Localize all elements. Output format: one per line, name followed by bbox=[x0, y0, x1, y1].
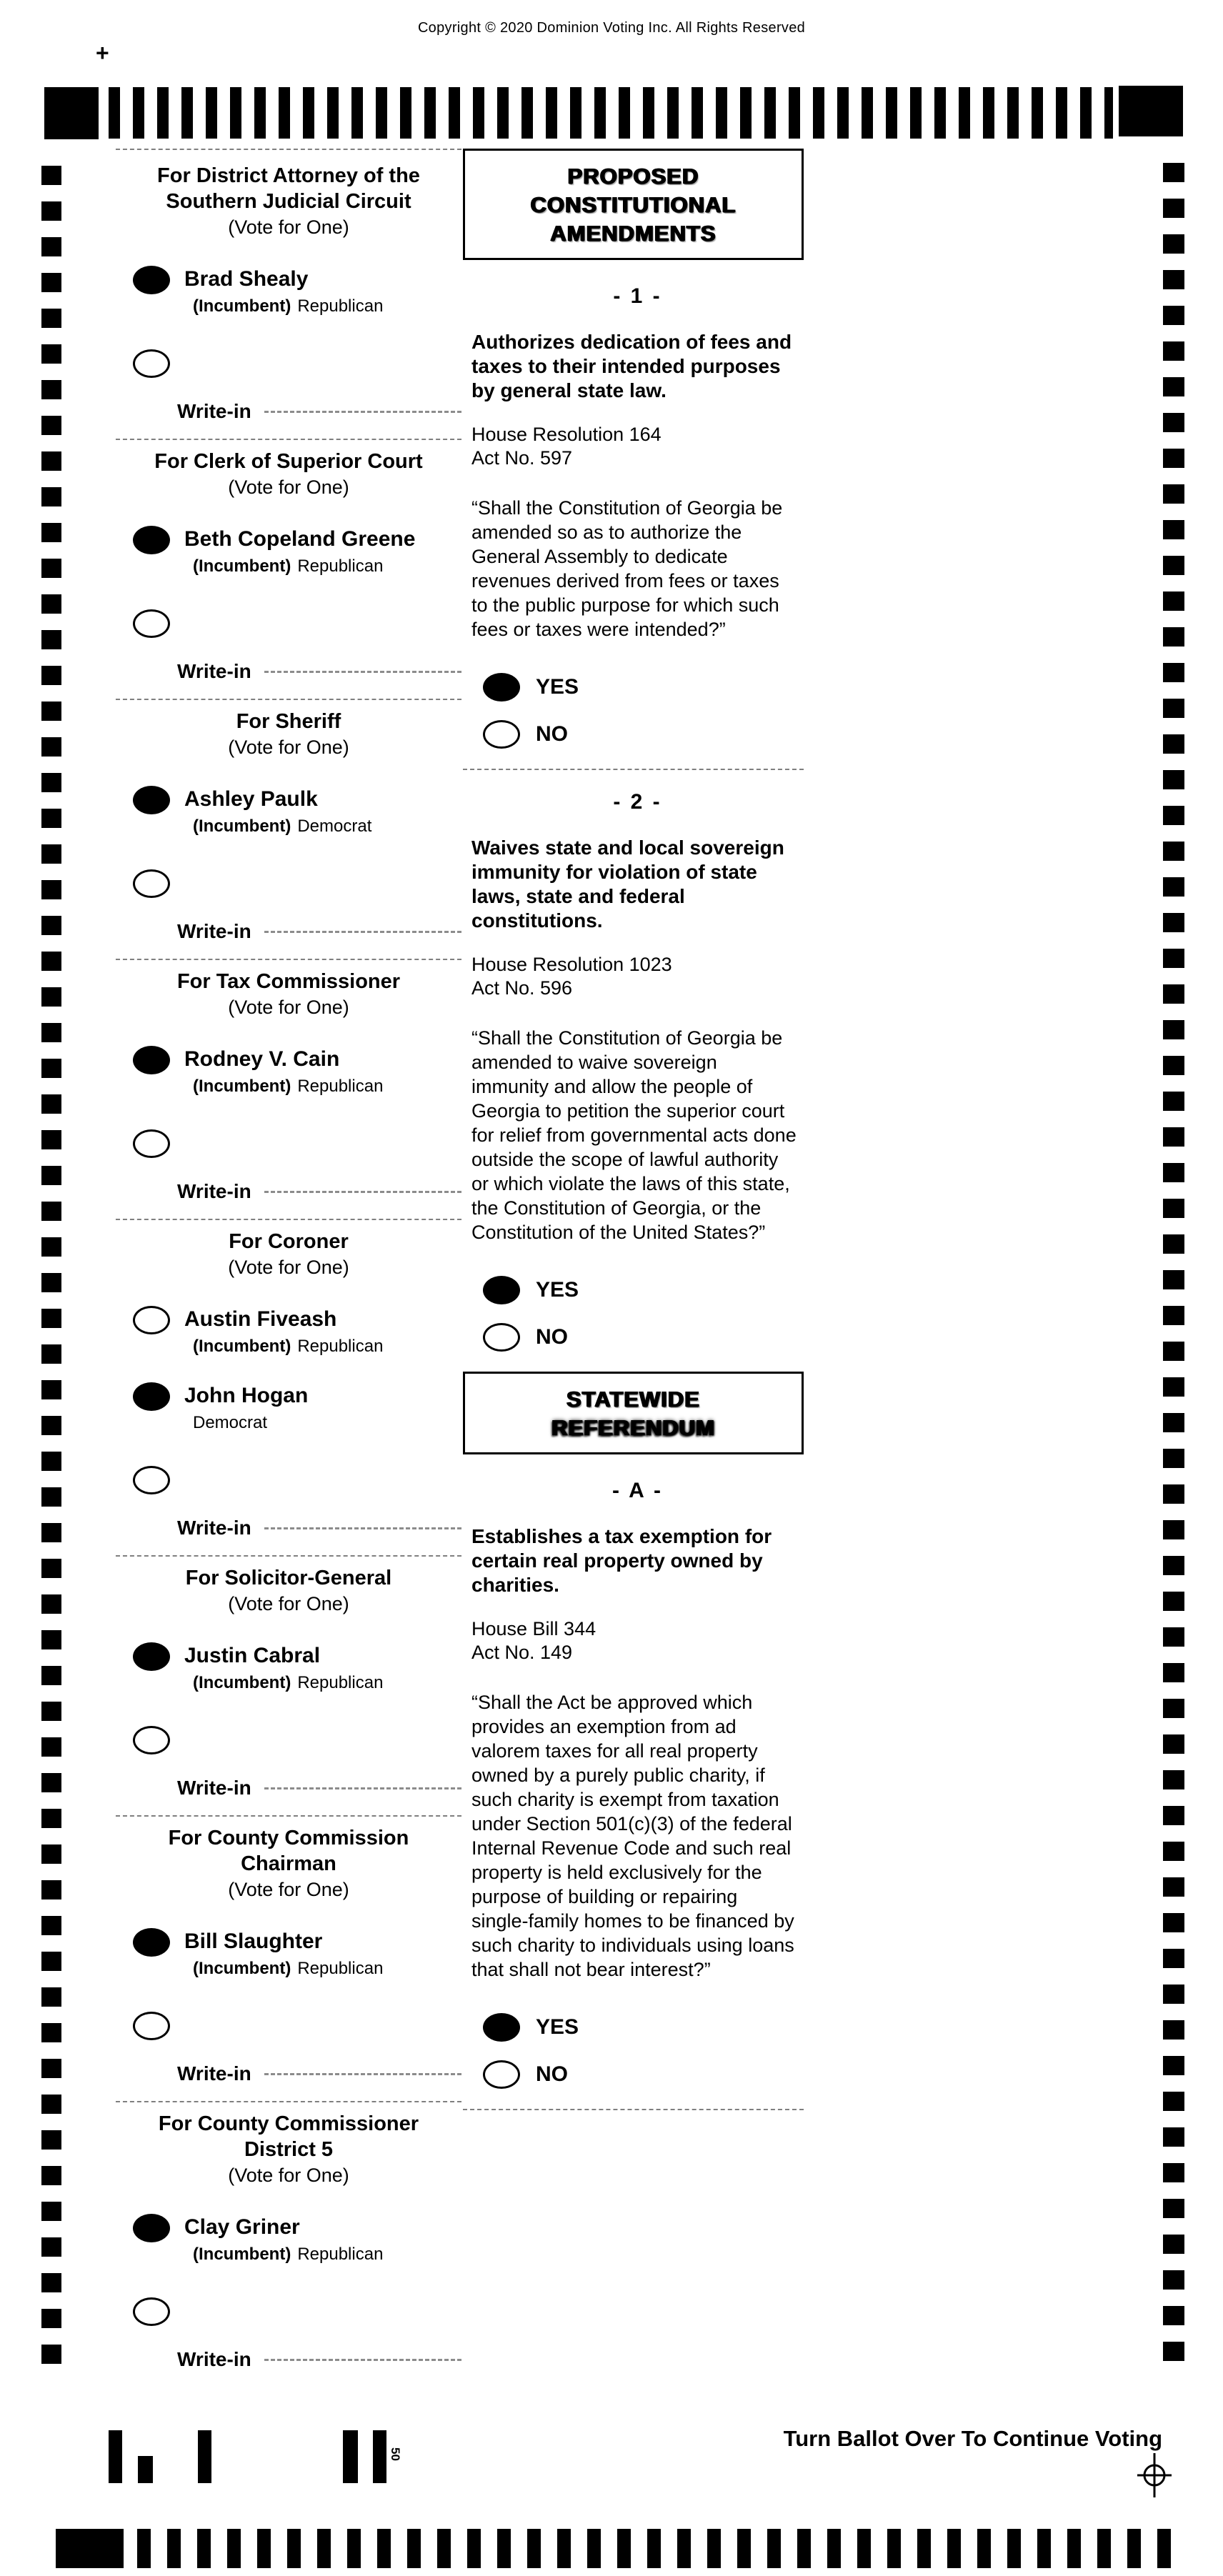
referendum-header-box bbox=[463, 1372, 804, 1454]
race-title bbox=[116, 1565, 461, 1617]
amendments-header-line: PROPOSED bbox=[567, 164, 699, 189]
yes-oval[interactable] bbox=[483, 673, 520, 702]
write-in-label-row bbox=[133, 1180, 461, 1203]
candidate-row bbox=[116, 526, 461, 576]
incumbent-label: (Incumbent) bbox=[193, 1959, 291, 1978]
race-title bbox=[116, 1229, 461, 1280]
race-title-line: For County Commissioner bbox=[158, 2112, 419, 2135]
write-in-oval[interactable] bbox=[133, 609, 170, 638]
incumbent-label: (Incumbent) bbox=[193, 1077, 291, 1096]
candidate-list bbox=[116, 1642, 461, 1693]
amendments-header-line: CONSTITUTIONAL bbox=[530, 192, 737, 217]
yes-choice-row bbox=[471, 2013, 804, 2042]
no-choice-row bbox=[471, 720, 804, 749]
registration-crosshair-icon bbox=[1137, 2453, 1172, 2497]
write-in-label: Write-in bbox=[177, 2062, 251, 2085]
yes-label: YES bbox=[536, 675, 579, 699]
incumbent-label: (Incumbent) bbox=[193, 556, 291, 576]
vote-for-one-label: (Vote for One) bbox=[228, 737, 349, 758]
measure-summary: Authorizes dedication of fees and taxes to their intended purposes by general state law. bbox=[471, 331, 792, 401]
candidate-name: Bill Slaughter bbox=[184, 1929, 323, 1953]
candidate-text bbox=[184, 2214, 383, 2265]
measure-summary: Establishes a tax exemption for certain real property owned by charities. bbox=[471, 1525, 772, 1596]
race-title bbox=[116, 163, 461, 240]
barcode-bar bbox=[138, 2456, 153, 2483]
write-in-label-row bbox=[133, 920, 461, 943]
candidate-detail bbox=[184, 817, 371, 837]
measure-number: - A - bbox=[612, 1479, 664, 1502]
write-in-oval[interactable] bbox=[133, 2012, 170, 2040]
incumbent-label: (Incumbent) bbox=[193, 1337, 291, 1356]
candidate-name: Justin Cabral bbox=[184, 1644, 321, 1667]
barcode-bar bbox=[373, 2430, 386, 2483]
candidate-detail bbox=[184, 556, 415, 576]
candidate-list bbox=[116, 2214, 461, 2265]
race-section bbox=[116, 440, 461, 700]
party-label: Republican bbox=[297, 2245, 384, 2264]
measure-section bbox=[463, 274, 804, 770]
amendments-header-box bbox=[463, 149, 804, 260]
no-label: NO bbox=[536, 2062, 568, 2086]
candidate-text bbox=[184, 266, 383, 316]
race-section bbox=[116, 960, 461, 1220]
measure-reference-2: Act No. 596 bbox=[471, 977, 573, 999]
race-section bbox=[116, 2102, 461, 2387]
yes-oval[interactable] bbox=[483, 1276, 520, 1304]
race-section bbox=[116, 1557, 461, 1817]
candidate-detail bbox=[184, 2245, 383, 2265]
candidate-oval[interactable] bbox=[133, 526, 170, 554]
yes-label: YES bbox=[536, 2015, 579, 2039]
race-title-line: District 5 bbox=[244, 2138, 334, 2161]
referendum-header-line: REFERENDUM bbox=[551, 1415, 715, 1440]
candidate-row bbox=[116, 266, 461, 316]
write-in-row bbox=[116, 1129, 461, 1203]
candidate-list bbox=[116, 1928, 461, 1979]
timing-marks-bottom bbox=[137, 2529, 1172, 2568]
vote-for-one-label: (Vote for One) bbox=[228, 997, 349, 1018]
candidate-text bbox=[184, 1306, 383, 1357]
copyright-text: Copyright © 2020 Dominion Voting Inc. All Rights Reserved bbox=[417, 20, 806, 36]
measure-reference-1: House Resolution 1023 bbox=[471, 954, 672, 975]
candidate-row bbox=[116, 1046, 461, 1097]
incumbent-label: (Incumbent) bbox=[193, 296, 291, 316]
race-section bbox=[116, 700, 461, 960]
referendum-header-line: STATEWIDE bbox=[566, 1387, 700, 1412]
candidate-list bbox=[116, 1306, 461, 1433]
yes-label: YES bbox=[536, 1278, 579, 1302]
write-in-row bbox=[116, 869, 461, 943]
measure-reference-1: House Bill 344 bbox=[471, 1618, 596, 1639]
candidate-oval[interactable] bbox=[133, 1642, 170, 1671]
incumbent-label: (Incumbent) bbox=[193, 817, 291, 836]
write-in-line[interactable] bbox=[264, 931, 461, 933]
race-title bbox=[116, 449, 461, 500]
write-in-label-row bbox=[133, 2348, 461, 2371]
race-section bbox=[116, 154, 461, 440]
yes-choice-row bbox=[471, 673, 804, 702]
write-in-line[interactable] bbox=[264, 2073, 461, 2075]
no-label: NO bbox=[536, 1325, 568, 1349]
yes-oval[interactable] bbox=[483, 2013, 520, 2042]
party-label: Republican bbox=[297, 1337, 384, 1356]
barcode-bar bbox=[109, 2430, 122, 2483]
candidate-text bbox=[184, 526, 415, 576]
candidate-detail bbox=[184, 1077, 383, 1097]
no-choice-row bbox=[471, 1323, 804, 1352]
race-title bbox=[116, 969, 461, 1020]
measure-question: “Shall the Act be approved which provides an exemption from ad valorem taxes for all real property owned by a purely public charity, if such charity is exempt from taxation under Section 501(c)(3) of the federal Internal Revenue Code and such real property is held exclusively for the purpose of building or repairing single-family homes to be financed by such charity to individuals using loans that shall not bear interest?” bbox=[471, 1692, 794, 1980]
party-label: Democrat bbox=[297, 817, 372, 836]
write-in-label: Write-in bbox=[177, 2348, 251, 2370]
amendments-header-line: AMENDMENTS bbox=[550, 221, 717, 246]
write-in-line[interactable] bbox=[264, 1191, 461, 1193]
write-in-label-row bbox=[133, 660, 461, 683]
write-in-label: Write-in bbox=[177, 920, 251, 942]
write-in-line[interactable] bbox=[264, 671, 461, 673]
measure-reference-1: House Resolution 164 bbox=[471, 424, 662, 445]
candidate-oval[interactable] bbox=[133, 1928, 170, 1957]
race-title-line: For Solicitor-General bbox=[185, 1567, 392, 1589]
race-title-line: For Tax Commissioner bbox=[176, 970, 401, 993]
race-title-line: For Sheriff bbox=[236, 710, 341, 733]
candidate-detail bbox=[184, 1413, 308, 1433]
candidate-text bbox=[184, 1382, 308, 1433]
timing-marks-left bbox=[41, 166, 61, 2364]
write-in-label: Write-in bbox=[177, 400, 251, 422]
vote-for-one-label: (Vote for One) bbox=[228, 476, 349, 498]
race-title bbox=[116, 1825, 461, 1902]
measure-section bbox=[463, 1469, 804, 2110]
no-oval[interactable] bbox=[483, 1323, 520, 1352]
race-title-line: Southern Judicial Circuit bbox=[166, 190, 411, 213]
write-in-oval[interactable] bbox=[133, 2297, 170, 2326]
barcode-bar bbox=[198, 2430, 211, 2483]
turn-ballot-over-text: Turn Ballot Over To Continue Voting bbox=[783, 2426, 1162, 2451]
write-in-row bbox=[116, 1466, 461, 1539]
race-section bbox=[116, 1220, 461, 1557]
write-in-line[interactable] bbox=[264, 411, 461, 413]
candidate-detail bbox=[184, 1959, 383, 1979]
candidate-oval[interactable] bbox=[133, 786, 170, 814]
timing-block-bottom-left bbox=[56, 2529, 124, 2568]
write-in-line[interactable] bbox=[264, 1527, 461, 1529]
candidate-row bbox=[116, 1382, 461, 1433]
candidate-detail bbox=[184, 1673, 383, 1693]
vote-for-one-label: (Vote for One) bbox=[228, 216, 349, 238]
write-in-label-row bbox=[133, 400, 461, 423]
candidate-oval[interactable] bbox=[133, 2214, 170, 2242]
candidate-list bbox=[116, 526, 461, 576]
party-label: Republican bbox=[297, 556, 384, 576]
candidate-races-column bbox=[116, 149, 461, 2387]
timing-marks-top bbox=[109, 87, 1113, 139]
write-in-row bbox=[116, 609, 461, 683]
write-in-oval[interactable] bbox=[133, 1726, 170, 1754]
race-title-line: For District Attorney of the bbox=[157, 164, 420, 187]
write-in-row bbox=[116, 2012, 461, 2085]
measure-number: - 2 - bbox=[613, 790, 662, 814]
vote-for-one-label: (Vote for One) bbox=[228, 1257, 349, 1278]
write-in-oval[interactable] bbox=[133, 1466, 170, 1494]
candidate-detail bbox=[184, 1337, 383, 1357]
candidate-row bbox=[116, 1642, 461, 1693]
candidate-list bbox=[116, 1046, 461, 1097]
candidate-name: Rodney V. Cain bbox=[184, 1047, 340, 1071]
write-in-label: Write-in bbox=[177, 1180, 251, 1202]
race-title bbox=[116, 709, 461, 760]
race-title bbox=[116, 2111, 461, 2188]
write-in-label-row bbox=[133, 1777, 461, 1799]
candidate-name: John Hogan bbox=[184, 1384, 309, 1407]
write-in-oval[interactable] bbox=[133, 1129, 170, 1158]
timing-block-top-right bbox=[1119, 86, 1183, 136]
candidate-text bbox=[184, 1046, 383, 1097]
race-title-line: For Coroner bbox=[229, 1230, 349, 1253]
candidate-row bbox=[116, 786, 461, 837]
candidate-oval[interactable] bbox=[133, 1046, 170, 1074]
write-in-oval[interactable] bbox=[133, 349, 170, 378]
incumbent-label: (Incumbent) bbox=[193, 1673, 291, 1692]
race-title-line: For County Commission bbox=[168, 1827, 409, 1849]
write-in-line[interactable] bbox=[264, 1787, 461, 1789]
measure-question: “Shall the Constitution of Georgia be amended to waive sovereign immunity and allow the people of Georgia to petition the superior court for relief from governmental acts done outside the scope of lawful authority or which violate the laws of this state, the Constitution of Georgia, or the Constitution of the United States?” bbox=[471, 1027, 797, 1243]
measure-reference-2: Act No. 149 bbox=[471, 1642, 573, 1663]
write-in-row bbox=[116, 1726, 461, 1799]
vote-for-one-label: (Vote for One) bbox=[228, 1879, 349, 1900]
candidate-name: Austin Fiveash bbox=[184, 1307, 337, 1331]
race-section bbox=[116, 1817, 461, 2102]
candidate-oval[interactable] bbox=[133, 1382, 170, 1411]
candidate-detail bbox=[184, 296, 383, 316]
candidate-name: Ashley Paulk bbox=[184, 787, 318, 811]
candidate-name: Clay Griner bbox=[184, 2215, 300, 2239]
measure-section bbox=[463, 780, 804, 1372]
write-in-row bbox=[116, 349, 461, 423]
barcode-number-label: 50 bbox=[389, 2447, 402, 2461]
measure-question: “Shall the Constitution of Georgia be amended so as to authorize the General Assembly to dedicate revenues derived from fees or taxes to the public purpose for which such fees or taxes were intended?” bbox=[471, 497, 783, 640]
write-in-row bbox=[116, 2297, 461, 2371]
measure-number: - 1 - bbox=[613, 284, 662, 308]
yes-choice-row bbox=[471, 1276, 804, 1304]
candidate-row bbox=[116, 1306, 461, 1357]
vote-for-one-label: (Vote for One) bbox=[228, 1593, 349, 1614]
party-label: Republican bbox=[297, 296, 384, 316]
party-label: Democrat bbox=[193, 1413, 268, 1432]
timing-marks-right bbox=[1163, 163, 1184, 2361]
no-oval[interactable] bbox=[483, 720, 520, 749]
candidate-name: Brad Shealy bbox=[184, 267, 309, 291]
candidate-name: Beth Copeland Greene bbox=[184, 527, 416, 551]
no-oval[interactable] bbox=[483, 2060, 520, 2089]
write-in-label: Write-in bbox=[177, 660, 251, 682]
candidate-text bbox=[184, 1928, 383, 1979]
party-label: Republican bbox=[297, 1673, 384, 1692]
no-choice-row bbox=[471, 2060, 804, 2089]
registration-plus-mark: + bbox=[96, 40, 109, 66]
candidate-row bbox=[116, 1928, 461, 1979]
party-label: Republican bbox=[297, 1959, 384, 1978]
write-in-line[interactable] bbox=[264, 2359, 461, 2361]
barcode-bar bbox=[343, 2430, 358, 2483]
race-title-line: For Clerk of Superior Court bbox=[154, 450, 423, 473]
referendum-list bbox=[463, 1469, 804, 2110]
candidate-text bbox=[184, 786, 371, 837]
no-label: NO bbox=[536, 722, 568, 746]
candidate-oval[interactable] bbox=[133, 1306, 170, 1334]
candidate-row bbox=[116, 2214, 461, 2265]
candidate-list bbox=[116, 266, 461, 316]
incumbent-label: (Incumbent) bbox=[193, 2245, 291, 2264]
timing-block-top-left bbox=[44, 87, 99, 139]
write-in-label: Write-in bbox=[177, 1517, 251, 1539]
measure-summary: Waives state and local sovereign immunity for violation of state laws, state and federal constitutions. bbox=[471, 837, 784, 932]
write-in-oval[interactable] bbox=[133, 869, 170, 898]
party-label: Republican bbox=[297, 1077, 384, 1096]
measure-reference-2: Act No. 597 bbox=[471, 447, 573, 469]
candidate-oval[interactable] bbox=[133, 266, 170, 294]
race-title-line: Chairman bbox=[241, 1852, 336, 1875]
candidate-list bbox=[116, 786, 461, 837]
amendments-list bbox=[463, 274, 804, 1372]
candidate-text bbox=[184, 1642, 383, 1693]
write-in-label-row bbox=[133, 1517, 461, 1539]
write-in-label-row bbox=[133, 2062, 461, 2085]
write-in-label: Write-in bbox=[177, 1777, 251, 1799]
measures-column bbox=[463, 149, 804, 2120]
vote-for-one-label: (Vote for One) bbox=[228, 2165, 349, 2186]
